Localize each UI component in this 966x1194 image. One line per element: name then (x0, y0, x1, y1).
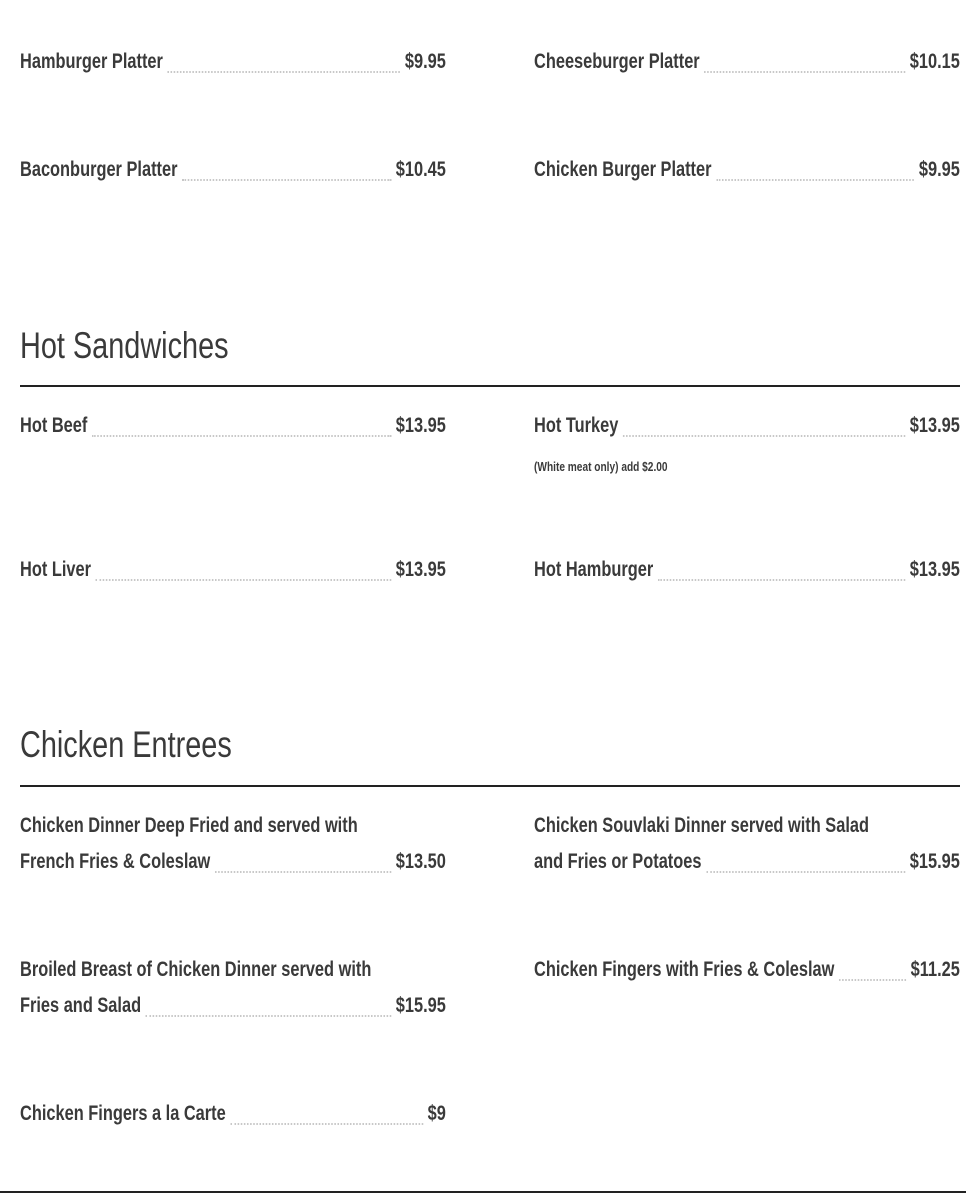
item-name: Hot Turkey (534, 414, 619, 437)
item-price: $10.15 (909, 50, 960, 73)
menu-item (534, 952, 960, 988)
item-description: Broiled Breast of Chicken Dinner served with (20, 958, 372, 981)
section-heading-hot-sandwiches: Hot Sandwiches (20, 325, 229, 366)
item-name: Chicken Fingers a la Carte (20, 1102, 226, 1125)
dot-leader (182, 179, 391, 181)
item-price: $13.95 (395, 414, 446, 437)
dot-leader (92, 435, 391, 437)
bottom-divider (0, 1191, 966, 1193)
item-name: Baconburger Platter (20, 158, 178, 181)
dot-leader (839, 979, 906, 981)
item-price: $15.95 (909, 850, 960, 873)
item-name: Chicken Fingers with Fries & Coleslaw (534, 958, 835, 981)
item-name: Hot Beef (20, 414, 88, 437)
item-name: French Fries & Coleslaw (20, 850, 211, 873)
dot-leader (704, 71, 905, 73)
menu-item (534, 44, 960, 80)
dot-leader (146, 1015, 391, 1017)
menu-item (534, 808, 960, 880)
menu-item (534, 408, 960, 444)
menu-item (20, 408, 446, 444)
item-price: $13.95 (395, 558, 446, 581)
menu-item (534, 552, 960, 588)
item-price: $9.95 (404, 50, 446, 73)
dot-leader (658, 579, 905, 581)
menu-item (20, 44, 446, 80)
dot-leader (716, 179, 914, 181)
section-heading-chicken-entrees: Chicken Entrees (20, 724, 232, 765)
menu-item (534, 152, 960, 188)
item-name: Cheeseburger Platter (534, 50, 700, 73)
item-note: (White meat only) add $2.00 (534, 459, 668, 474)
menu-item (20, 808, 446, 880)
item-name: Hot Liver (20, 558, 91, 581)
dot-leader (96, 579, 391, 581)
item-price: $9 (427, 1102, 446, 1125)
item-price: $9.95 (918, 158, 960, 181)
item-price: $10.45 (395, 158, 446, 181)
dot-leader (168, 71, 401, 73)
item-description: Chicken Dinner Deep Fried and served with (20, 814, 358, 837)
menu-item (20, 152, 446, 188)
item-name: Hot Hamburger (534, 558, 654, 581)
item-price: $13.95 (909, 558, 960, 581)
item-name: and Fries or Potatoes (534, 850, 702, 873)
item-price: $13.50 (395, 850, 446, 873)
menu-item (20, 552, 446, 588)
item-name: Fries and Salad (20, 994, 142, 1017)
dot-leader (230, 1123, 423, 1125)
menu-item (20, 952, 446, 1024)
item-name: Chicken Burger Platter (534, 158, 712, 181)
item-description: Chicken Souvlaki Dinner served with Salad (534, 814, 869, 837)
item-price: $15.95 (395, 994, 446, 1017)
section-divider (20, 385, 960, 387)
item-price: $13.95 (909, 414, 960, 437)
menu-item (20, 1096, 446, 1132)
dot-leader (706, 871, 905, 873)
dot-leader (623, 435, 905, 437)
item-price: $11.25 (910, 958, 960, 981)
item-name: Hamburger Platter (20, 50, 163, 73)
section-divider (20, 785, 960, 787)
dot-leader (215, 871, 391, 873)
